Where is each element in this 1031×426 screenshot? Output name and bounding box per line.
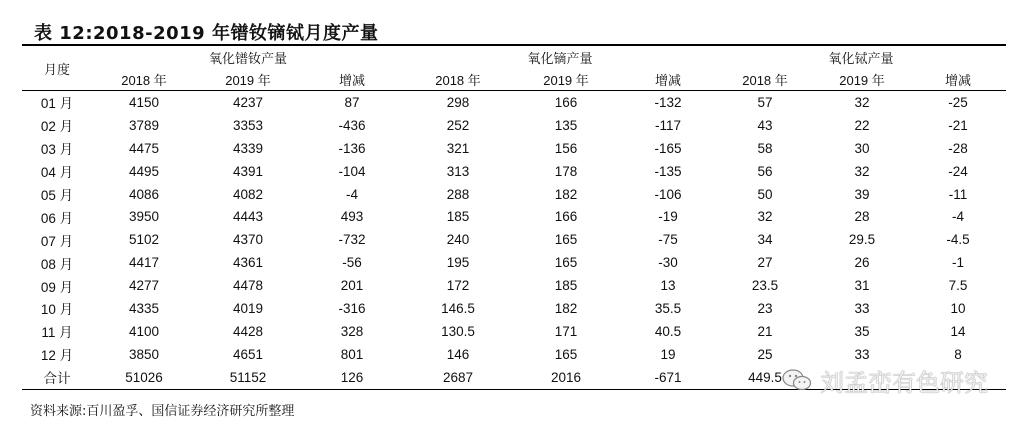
value-cell: -117: [655, 117, 682, 133]
value-cell: 4443: [232, 209, 264, 225]
table-row: [22, 160, 1006, 183]
month-cell: 09 月: [40, 279, 74, 295]
value-cell: 26: [854, 255, 870, 271]
value-cell: 321: [446, 140, 470, 156]
value-cell: 34: [757, 232, 773, 248]
value-cell: 57: [757, 94, 773, 110]
value-cell: -436: [338, 117, 366, 133]
value-cell: 4370: [232, 232, 264, 248]
month-cell: 12 月: [40, 348, 74, 364]
value-cell: 4495: [128, 163, 160, 179]
month-cell: 01 月: [40, 96, 74, 112]
table-row: [22, 183, 1006, 206]
value-cell: -732: [338, 232, 366, 248]
month-cell: 03 月: [40, 142, 74, 158]
sub-header: 增减: [910, 68, 1006, 91]
month-cell: 11 月: [41, 325, 73, 341]
value-cell: 146: [446, 346, 470, 362]
production-table: [22, 46, 1006, 390]
value-cell: 7.5: [948, 278, 968, 294]
value-cell: 35: [854, 323, 870, 339]
value-cell: 87: [344, 94, 360, 110]
value-cell: 195: [446, 255, 470, 271]
table-row: [22, 228, 1006, 251]
value-cell: 156: [554, 140, 578, 156]
value-cell: 252: [446, 117, 470, 133]
value-cell: 130.5: [441, 323, 475, 339]
value-cell: -11: [948, 186, 968, 202]
table-row: [22, 251, 1006, 274]
total-cell: 126: [300, 366, 404, 389]
value-cell: 5102: [128, 232, 160, 248]
value-cell: 4478: [232, 278, 264, 294]
value-cell: 4019: [232, 300, 264, 316]
group-header-row: [22, 46, 1006, 68]
value-cell: -75: [658, 232, 678, 248]
value-cell: 50: [757, 186, 773, 202]
sub-header-row: [22, 68, 1006, 91]
value-cell: -4: [346, 186, 359, 202]
value-cell: 28: [854, 209, 870, 225]
value-cell: -165: [654, 140, 682, 156]
sub-header: 增减: [620, 68, 716, 91]
value-cell: -4.5: [946, 232, 970, 248]
value-cell: 4100: [128, 323, 160, 339]
total-cell: 449.5: [716, 366, 814, 389]
value-cell: 4082: [232, 186, 264, 202]
value-cell: 801: [340, 346, 364, 362]
group-header-dy: 氧化镝产量: [527, 50, 593, 66]
value-cell: 35.5: [654, 300, 682, 316]
wechat-icon: [782, 368, 812, 392]
title-bar: [22, 14, 1006, 46]
value-cell: -28: [948, 140, 968, 156]
value-cell: 39: [854, 186, 870, 202]
value-cell: 14: [950, 323, 966, 339]
value-cell: 328: [340, 323, 364, 339]
value-cell: 22: [854, 117, 870, 133]
value-cell: 493: [340, 209, 364, 225]
value-cell: 172: [446, 278, 470, 294]
value-cell: 19: [660, 346, 676, 362]
value-cell: -106: [654, 186, 682, 202]
group-header-tb: 氧化铽产量: [828, 50, 894, 66]
value-cell: -316: [338, 300, 366, 316]
month-cell: 05 月: [40, 188, 74, 203]
value-cell: -1: [952, 255, 965, 271]
value-cell: 171: [554, 323, 578, 339]
value-cell: 4428: [232, 323, 264, 339]
value-cell: 4417: [128, 255, 160, 271]
table-row: [22, 297, 1006, 320]
value-cell: 201: [340, 278, 364, 294]
value-cell: 298: [446, 94, 470, 110]
value-cell: 182: [554, 186, 578, 202]
table-row: [22, 91, 1006, 114]
value-cell: 165: [554, 346, 578, 362]
total-cell: 2687: [404, 366, 512, 389]
value-cell: 4475: [128, 140, 160, 156]
value-cell: 240: [446, 232, 470, 248]
month-cell: 07 月: [40, 233, 74, 249]
value-cell: 4361: [232, 255, 264, 271]
rowhead-label: 月度: [22, 46, 92, 91]
value-cell: -104: [338, 163, 366, 179]
watermark: [782, 364, 988, 396]
value-cell: 4150: [128, 94, 160, 110]
value-cell: 33: [854, 300, 870, 316]
value-cell: 313: [446, 163, 470, 179]
value-cell: 178: [554, 163, 578, 179]
value-cell: 185: [446, 209, 470, 225]
value-cell: 13: [660, 278, 676, 294]
table-row: [22, 205, 1006, 228]
value-cell: 3950: [128, 209, 160, 225]
table-row: [22, 320, 1006, 343]
value-cell: 23: [757, 300, 773, 316]
sub-header: 2019 年: [512, 68, 620, 91]
watermark-text: 刘孟峦有色研究: [820, 368, 988, 397]
value-cell: 135: [554, 117, 578, 133]
value-cell: -19: [658, 209, 678, 225]
sub-header: 增减: [300, 68, 404, 91]
value-cell: -21: [948, 117, 968, 133]
month-cell: 04 月: [40, 165, 74, 181]
value-cell: 32: [757, 209, 773, 225]
value-cell: 43: [757, 117, 773, 133]
value-cell: 3850: [128, 346, 160, 362]
month-cell: 06 月: [40, 210, 74, 226]
value-cell: 4237: [232, 94, 264, 110]
table-title: 表 12:2018-2019 年镨钕镝铽月度产量: [34, 23, 379, 44]
value-cell: 165: [554, 255, 578, 271]
value-cell: -132: [654, 94, 682, 110]
value-cell: 31: [854, 278, 870, 294]
total-cell: 2016: [512, 366, 620, 389]
sub-header: 2018 年: [716, 68, 814, 91]
value-cell: 288: [446, 186, 470, 202]
month-cell: 10 月: [40, 302, 74, 318]
source-note: 资料来源:百川盈孚、国信证券经济研究所整理: [30, 404, 295, 419]
value-cell: 3789: [128, 117, 160, 133]
value-cell: 32: [854, 163, 870, 179]
value-cell: 58: [757, 140, 773, 156]
value-cell: 4277: [128, 278, 160, 294]
group-header-prnd: 氧化镨钕产量: [209, 50, 288, 66]
sub-header: 2019 年: [814, 68, 910, 91]
value-cell: 32: [854, 94, 870, 110]
value-cell: 3353: [232, 117, 264, 133]
sub-header: 2018 年: [92, 68, 196, 91]
value-cell: 25: [757, 346, 773, 362]
value-cell: 29.5: [848, 232, 876, 248]
value-cell: 27: [757, 255, 773, 271]
table-body: [22, 91, 1006, 390]
value-cell: 182: [554, 300, 578, 316]
value-cell: 146.5: [441, 300, 475, 316]
value-cell: 166: [554, 94, 578, 110]
value-cell: -56: [342, 255, 362, 271]
value-cell: 4086: [128, 186, 160, 202]
value-cell: 185: [554, 278, 578, 294]
table-row: [22, 114, 1006, 137]
value-cell: 165: [554, 232, 578, 248]
value-cell: -135: [654, 163, 682, 179]
value-cell: -136: [338, 140, 366, 156]
total-label: 合计: [22, 366, 92, 389]
sub-header: 2019 年: [196, 68, 300, 91]
month-cell: 02 月: [40, 119, 74, 135]
value-cell: 30: [854, 140, 870, 156]
total-cell: -671: [620, 366, 716, 389]
value-cell: 4335: [128, 300, 160, 316]
value-cell: 10: [950, 300, 966, 316]
value-cell: 40.5: [654, 323, 682, 339]
value-cell: 56: [757, 163, 773, 179]
sub-header: 2018 年: [404, 68, 512, 91]
month-cell: 08 月: [40, 256, 74, 272]
value-cell: 23.5: [751, 278, 779, 294]
value-cell: 4391: [232, 163, 264, 179]
value-cell: -4: [952, 209, 965, 225]
value-cell: 21: [757, 323, 773, 339]
value-cell: -25: [948, 94, 968, 110]
total-cell: 51026: [92, 366, 196, 389]
value-cell: -30: [658, 255, 678, 271]
value-cell: 166: [554, 209, 578, 225]
value-cell: -24: [948, 163, 968, 179]
table-row: [22, 137, 1006, 160]
value-cell: 33: [854, 346, 870, 362]
total-cell: 51152: [196, 366, 300, 389]
table-row: [22, 274, 1006, 297]
value-cell: 4339: [232, 140, 264, 156]
value-cell: 8: [954, 346, 962, 362]
value-cell: 4651: [232, 346, 264, 362]
